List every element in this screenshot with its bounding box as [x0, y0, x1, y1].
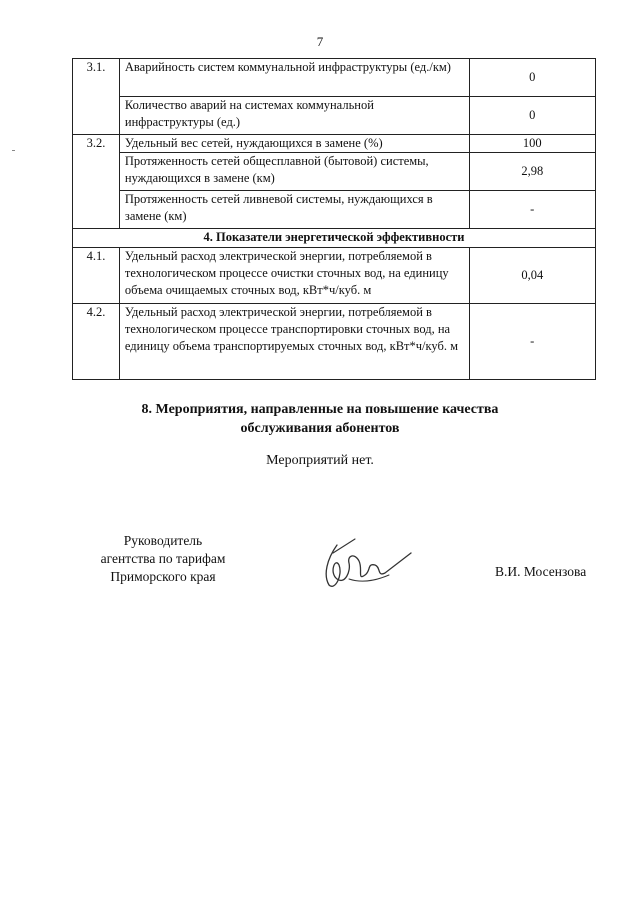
page-number: 7 [316, 34, 324, 49]
indicator-description: Протяженность сетей общесплавной (бытовой) системы, нуждающихся в замене (км) [119, 153, 469, 191]
table-row [73, 59, 596, 97]
table-row [73, 248, 596, 304]
indicator-description: Удельный расход электрической энергии, потребляемой в технологическом процессе транспортировки сточных вод, на единицу объема транспортируемых сточных вод, кВт*ч/куб. м [119, 304, 469, 380]
table-row [73, 304, 596, 380]
signer-position-line-1: Руководитель [123, 533, 203, 548]
row-number: 4.2. [73, 304, 120, 380]
signer-position-line-3: Приморского края [110, 569, 216, 584]
section-8-heading-line-2: обслуживания абонентов [240, 421, 400, 436]
scan-mark [12, 150, 15, 151]
indicator-description: Удельный вес сетей, нуждающихся в замене (%) [119, 135, 469, 153]
signer-position-line-2: агентства по тарифам [100, 551, 226, 566]
indicator-description: Количество аварий на системах коммунальной инфраструктуры (ед.) [119, 97, 469, 135]
indicator-description: Протяженность сетей ливневой системы, нуждающихся в замене (км) [119, 191, 469, 229]
row-number [73, 153, 120, 191]
table-row [73, 97, 596, 135]
table-row [73, 135, 596, 153]
section-8-heading-line-1: 8. Мероприятия, направленные на повышение качества [141, 402, 499, 417]
handwritten-signature [315, 535, 415, 595]
row-number: 3.1. [73, 59, 120, 97]
indicator-description: Аварийность систем коммунальной инфраструктуры (ед./км) [119, 59, 469, 97]
section-8-heading [0, 400, 640, 438]
row-number: 3.2. [73, 135, 120, 153]
table-section-row [73, 229, 596, 248]
indicator-value: 0 [469, 59, 595, 97]
row-number [73, 97, 120, 135]
no-measures-text: Мероприятий нет. [266, 453, 374, 468]
indicator-value: - [469, 304, 595, 380]
row-number: 4.1. [73, 248, 120, 304]
indicator-value: 0,04 [469, 248, 595, 304]
signer-name: В.И. Мосензова [495, 564, 587, 579]
indicator-value: 100 [469, 135, 595, 153]
table-row [73, 191, 596, 229]
signer-position [78, 532, 248, 586]
indicators-table [72, 58, 596, 380]
section-title: 4. Показатели энергетической эффективности [73, 229, 596, 248]
indicator-description: Удельный расход электрической энергии, потребляемой в технологическом процессе очистки сточных вод, на единицу объема очищаемых сточных вод, кВт*ч/куб. м [119, 248, 469, 304]
row-number [73, 191, 120, 229]
indicator-value: 0 [469, 97, 595, 135]
table-row [73, 153, 596, 191]
indicator-value: 2,98 [469, 153, 595, 191]
indicator-value: - [469, 191, 595, 229]
